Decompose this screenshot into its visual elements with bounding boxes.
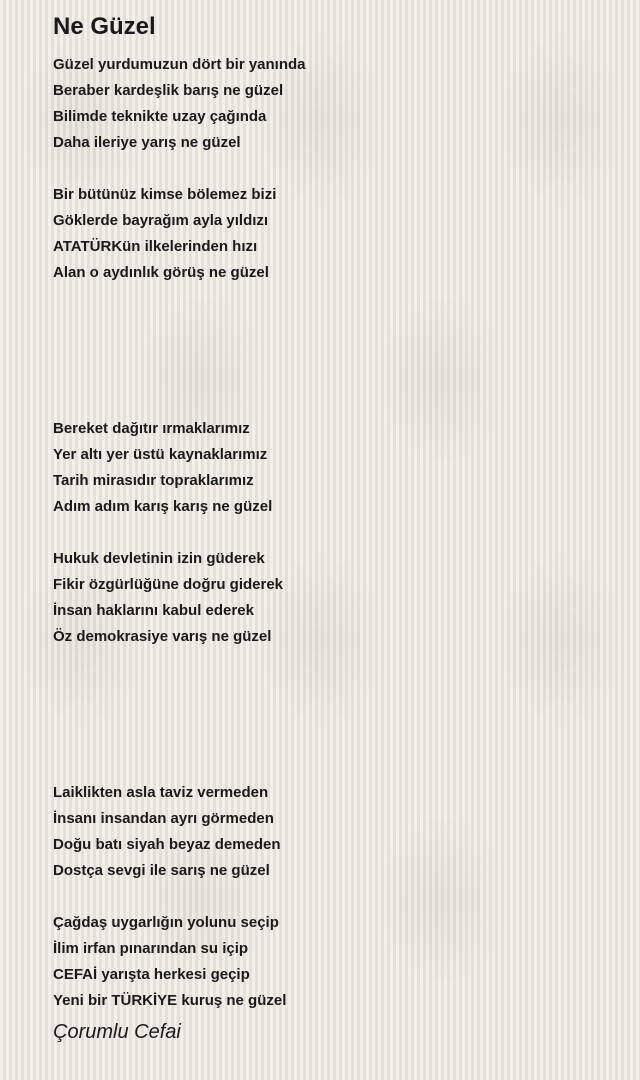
stanza-4 xyxy=(53,546,613,650)
poem-line: Göklerde bayrağım ayla yıldızı xyxy=(53,212,269,229)
stanza-1 xyxy=(53,52,613,156)
poem-line: Çağdaş uygarlığın yolunu seçip xyxy=(53,914,279,931)
poem-line: İnsanı insandan ayrı görmeden xyxy=(53,810,274,827)
poem-line: Güzel yurdumuzun dört bir yanında xyxy=(53,56,306,73)
poem-title: Ne Güzel xyxy=(53,13,156,40)
stanza-gap xyxy=(53,520,613,546)
poem-line: ATATÜRKün ilkelerinden hızı xyxy=(53,238,258,255)
poem-line: İlim irfan pınarından su içip xyxy=(53,940,249,957)
stanza-3 xyxy=(53,416,613,520)
stanza-2 xyxy=(53,182,613,286)
poem-line: Yeni bir TÜRKİYE kuruş ne güzel xyxy=(53,992,287,1009)
poem-line: Bir bütünüz kimse bölemez bizi xyxy=(53,186,277,203)
poem-line: Adım adım karış karış ne güzel xyxy=(53,498,273,515)
poem-line: Daha ileriye yarış ne güzel xyxy=(53,134,241,151)
stanza-5 xyxy=(53,780,613,884)
section-gap xyxy=(53,650,613,780)
poem-line: Dostça sevgi ile sarış ne güzel xyxy=(53,862,270,879)
section-gap xyxy=(53,286,613,416)
stanza-6 xyxy=(53,910,613,1014)
poem-author: Çorumlu Cefai xyxy=(53,1021,181,1043)
poem-line: CEFAİ yarışta herkesi geçip xyxy=(53,966,250,983)
poem-line: Yer altı yer üstü kaynaklarımız xyxy=(53,446,268,463)
poem-line: Bilimde teknikte uzay çağında xyxy=(53,108,267,125)
poem-line: Tarih mirasıdır topraklarımız xyxy=(53,472,254,489)
stanza-gap xyxy=(53,156,613,182)
poem-line: Fikir özgürlüğüne doğru giderek xyxy=(53,576,284,593)
poem-line: İnsan haklarını kabul ederek xyxy=(53,602,254,619)
poem-line: Laiklikten asla taviz vermeden xyxy=(53,784,269,801)
poem-body xyxy=(53,52,613,1014)
poem-line: Öz demokrasiye varış ne güzel xyxy=(53,628,272,645)
poem-line: Hukuk devletinin izin güderek xyxy=(53,550,265,567)
stanza-gap xyxy=(53,884,613,910)
poem-line: Bereket dağıtır ırmaklarımız xyxy=(53,420,250,437)
poem-line: Beraber kardeşlik barış ne güzel xyxy=(53,82,284,99)
poem-line: Doğu batı siyah beyaz demeden xyxy=(53,836,281,853)
poem-line: Alan o aydınlık görüş ne güzel xyxy=(53,264,269,281)
